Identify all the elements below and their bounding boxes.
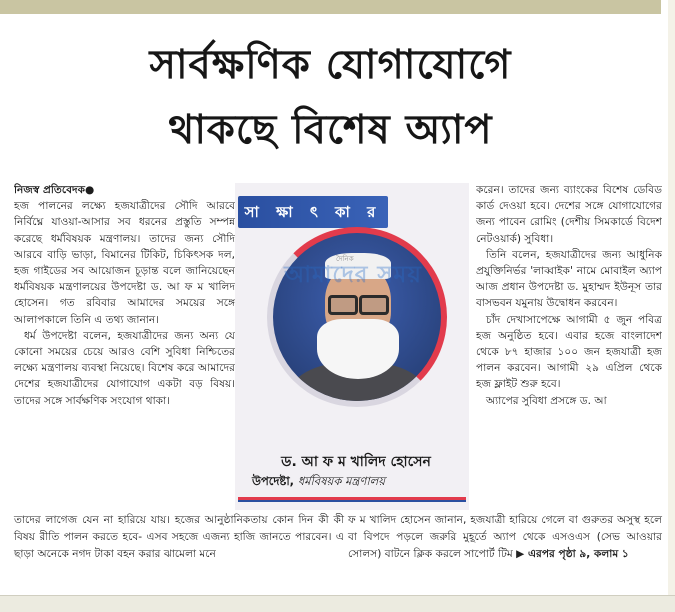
interview-tag: সা ক্ষা ৎ কা র (238, 196, 388, 228)
bottom-bar (0, 596, 675, 612)
right-page-edge (668, 0, 675, 612)
headline-line-2: থাকছে বিশেষ অ্যাপ (168, 107, 493, 153)
byline-bullet-icon: ● (84, 184, 95, 196)
article-bottom-band (14, 512, 662, 594)
right-paragraph-2: তিনি বলেন, হজযাত্রীদের জন্য আধুনিক প্রযুক্তিনির্ভর 'লাব্বাইক' নামে মোবাইল অ্যাপ আজ প্রধান উপদেষ্টা ড. মুহাম্মদ ইউনূস তার বাসভবন যমুনায় উদ্বোধন করবেন। (476, 248, 662, 310)
left-paragraph-1: হজ পালনের লক্ষ্যে হজযাত্রীদের সৌদি আরবে নির্বিঘ্নে যাওয়া-আসার সব ধরনের প্রস্তুতি সম্পন্ন করেছে ধর্মবিষয়ক মন্ত্রণালয়। তাদের জন্য সৌদি আরবে বাড়ি ভাড়া, বিমানের টিকিট, চিকিৎসক দল, হজ গাইডের সব আয়োজন চূড়ান্ত বলে জানিয়েছেন ধর্মবিষয়ক মন্ত্রণালয়ের উপদেষ্টা ড. আ ফ ম খালিদ হোসেন। গত রবিবার আমাদের সময়ের সঙ্গে আলাপকালে তিনি এ তথ্য জানান। (14, 200, 235, 326)
bottom-right-text: ফ ম খালিদ হোসেন জানান, হজযাত্রী হারিয়ে গেলে বা গুরুতর অসুস্থ হলে বা বিপদে পড়লে জরুরি মুহূর্তে অ্যাপ থেকে এসওএস (সেভ আওয়ার সোলস) বাটনে ক্লিক করলে সাপোর্ট টিম (348, 514, 662, 560)
bottom-left-text: তাদের লাগেজ যেন না হারিয়ে যায়। হজের আনুষ্ঠানিকতায় কোন দিন কী কী বিষয় রীতি পালন করতে হবে- এসব সহজে এজন্য হাজি জানতে পারবেন। এ ছাড়া অনেকে নগদ টাকা বহন করার ঝামেলা মনে (14, 514, 344, 560)
article-left-column (14, 182, 235, 512)
portrait-glasses-left (328, 295, 358, 315)
bottom-right-block (348, 512, 662, 563)
byline: নিজস্ব প্রতিবেদক (14, 184, 85, 196)
role-ministry: ধর্মবিষয়ক মন্ত্রণালয় (297, 474, 386, 488)
left-paragraph-2: ধর্ম উপদেষ্টা বলেন, হজযাত্রীদের জন্য অন্য যে কোনো সময়ের চেয়ে আরও বেশি সুবিধা নিশ্চিতের লক্ষ্যে মন্ত্রণালয় ব্যবস্থা নিয়েছে। বিশেষ করে আমাদের দেশের হজযাত্রীদের যোগাযোগ একটা বড় বিষয়। তাদের সঙ্গে সার্বক্ষণিক সংযোগ থাকা। (14, 329, 235, 407)
headline-line-1: সার্বক্ষণিক যোগাযোগে (149, 42, 512, 88)
article-right-column (476, 182, 662, 510)
right-paragraph-1: করেন। তাদের জন্য ব্যাংকের বিশেষ ডেবিড কার্ড দেওয়া হবে। দেশের সঙ্গে যোগাযোগের জন্য পাবেন রোমিং (দেশীয় সিমকার্ডে বিদেশ নেটওয়ার্ক) সুবিধা। (476, 184, 662, 245)
portrait-photo (267, 227, 447, 407)
right-paragraph-4: অ্যাপের সুবিধা প্রসঙ্গে ড. আ (486, 394, 607, 407)
interviewee-name: ড. আ ফ ম খালিদ হোসেন (281, 454, 431, 470)
watermark-small: দৈনিক (336, 255, 354, 263)
continued-jump-link[interactable]: ▶ এরপর পৃষ্ঠা ৯, কলাম ১ (516, 548, 629, 560)
newspaper-watermark: আমাদের সময় (284, 262, 422, 288)
portrait-beard (317, 319, 399, 379)
role-prefix: উপদেষ্টা, (252, 474, 295, 488)
top-color-bar (0, 0, 661, 14)
interviewee-role (252, 473, 464, 492)
portrait-glasses-right (359, 295, 389, 315)
sidebox-blue-rule (238, 500, 466, 502)
right-paragraph-3: চাঁদ দেখাসাপেক্ষে আগামী ৫ জুন পবিত্র হজ অনুষ্ঠিত হবে। এবার হজে বাংলাদেশ থেকে ৮৭ হাজার ১০০ জন হজযাত্রী হজ পালন করবেন। আগামী ২৯ এপ্রিল থেকে হজ ফ্লাইট শুরু হবে। (476, 313, 662, 391)
